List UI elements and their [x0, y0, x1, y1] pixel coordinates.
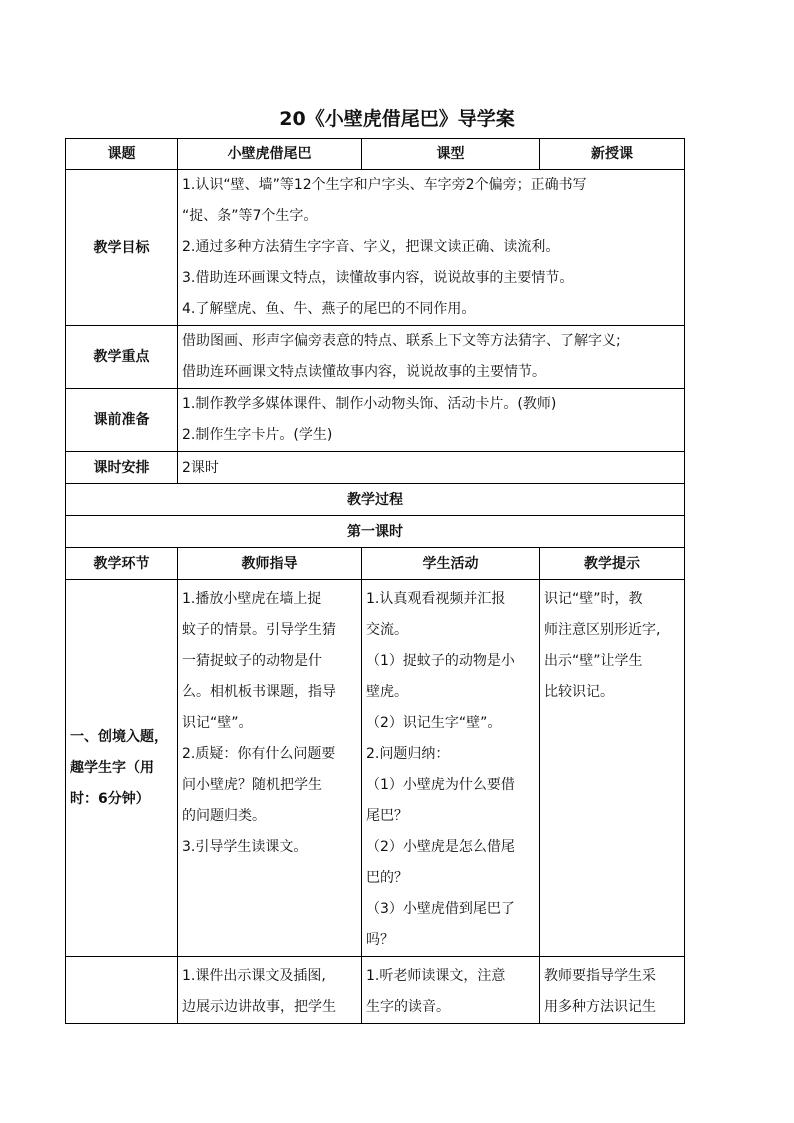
type-label: 课型	[362, 139, 540, 170]
stage-cell	[66, 580, 178, 957]
tips-cell	[540, 957, 685, 1024]
teacher-line: 2.质疑：你有什么问题要	[182, 746, 336, 762]
goals-label: 教学目标	[66, 170, 178, 326]
schedule-value: 2课时	[178, 452, 685, 484]
teacher-line: 1.播放小壁虎在墙上捉	[182, 591, 322, 607]
preparation-line: 2.制作生字卡片。(学生)	[182, 427, 333, 443]
student-line: 尾巴？	[366, 808, 408, 824]
stage-line: 趣学生字（用	[70, 759, 154, 776]
teacher-line: 一猜捉蚊子的动物是什	[182, 653, 322, 669]
teacher-line: 蚊子的情景。引导学生猜	[182, 622, 336, 638]
type-value: 新授课	[540, 139, 685, 170]
student-line: 生字的读音。	[366, 999, 450, 1015]
student-line: 2.问题归纳：	[366, 746, 450, 762]
tips-line: 教师要指导学生采	[544, 968, 656, 984]
tips-line: 比较识记。	[544, 684, 614, 700]
tips-cell	[540, 580, 685, 957]
student-line: 壁虎。	[366, 684, 408, 700]
process-title-row	[66, 484, 685, 516]
lesson-title: 第一课时	[66, 516, 685, 548]
key-points-row	[66, 326, 685, 389]
goals-row	[66, 170, 685, 326]
lesson-title-row	[66, 516, 685, 548]
tips-line: 出示“壁”让学生	[544, 653, 643, 669]
preparation-row	[66, 389, 685, 452]
goals-content	[178, 170, 685, 326]
key-points-label: 教学重点	[66, 326, 178, 389]
schedule-row	[66, 452, 685, 484]
student-line: 交流。	[366, 622, 408, 638]
schedule-label: 课时安排	[66, 452, 178, 484]
key-points-content	[178, 326, 685, 389]
student-cell	[362, 580, 540, 957]
teacher-line: 3.引导学生读课文。	[182, 839, 308, 855]
stage-line: 一、创境入题，	[70, 728, 168, 745]
student-line: （1）小壁虎为什么要借	[366, 777, 515, 793]
lesson-plan-table	[65, 138, 685, 1024]
student-line: （2）小壁虎是怎么借尾	[366, 839, 515, 855]
teacher-line: 1.课件出示课文及插图,	[182, 968, 326, 984]
student-line: （2）识记生字“壁”。	[366, 715, 502, 731]
tips-line: 师注意区别形近字,	[544, 622, 661, 638]
teacher-line: 么。相机板书课题，指导	[182, 684, 336, 700]
teacher-line: 边展示边讲故事，把学生	[182, 999, 336, 1015]
column-header-teacher: 教师指导	[178, 548, 362, 580]
goals-line: 3.借助连环画课文特点，读懂故事内容，说说故事的主要情节。	[182, 270, 574, 286]
student-line: 1.认真观看视频并汇报	[366, 591, 506, 607]
stage-line: 时：6分钟）	[70, 790, 150, 807]
preparation-label: 课前准备	[66, 389, 178, 452]
student-line: 1.听老师读课文，注意	[366, 968, 506, 984]
goals-line: 1.认识“壁、墙”等12个生字和户字头、车字旁2个偏旁；正确书写	[182, 177, 587, 193]
topic-value: 小壁虎借尾巴	[178, 139, 362, 170]
preparation-line: 1.制作教学多媒体课件、制作小动物头饰、活动卡片。(教师)	[182, 396, 557, 412]
process-title: 教学过程	[66, 484, 685, 516]
student-line: 巴的？	[366, 870, 408, 886]
column-header-tips: 教学提示	[540, 548, 685, 580]
table-row	[66, 580, 685, 957]
goals-line: 4.了解壁虎、鱼、牛、燕子的尾巴的不同作用。	[182, 301, 476, 317]
teacher-line: 问小壁虎？随机把学生	[182, 777, 322, 793]
stage-cell	[66, 957, 178, 1024]
preparation-content	[178, 389, 685, 452]
topic-row	[66, 139, 685, 170]
topic-label: 课题	[66, 139, 178, 170]
goals-line: 2.通过多种方法猜生字字音、字义，把课文读正确、读流利。	[182, 239, 560, 255]
student-line: 吗？	[366, 932, 394, 948]
student-line: （1）捉蚊子的动物是小	[366, 653, 515, 669]
key-points-line: 借助连环画课文特点读懂故事内容，说说故事的主要情节。	[182, 364, 546, 380]
page-title: 20《小壁虎借尾巴》导学案	[279, 108, 515, 130]
key-points-line: 借助图画、形声字偏旁表意的特点、联系上下文等方法猜字、了解字义;	[182, 333, 621, 349]
tips-line: 识记“壁”时，教	[544, 591, 643, 607]
teacher-cell	[178, 580, 362, 957]
column-header-stage: 教学环节	[66, 548, 178, 580]
teacher-line: 的问题归类。	[182, 808, 266, 824]
student-cell	[362, 957, 540, 1024]
student-line: （3）小壁虎借到尾巴了	[366, 901, 515, 917]
teacher-cell	[178, 957, 362, 1024]
table-row	[66, 957, 685, 1024]
tips-line: 用多种方法识记生	[544, 999, 656, 1015]
column-header-student: 学生活动	[362, 548, 540, 580]
column-header-row	[66, 548, 685, 580]
teacher-line: 识记“壁”。	[182, 715, 253, 731]
goals-line: “捉、条”等7个生字。	[182, 208, 318, 224]
